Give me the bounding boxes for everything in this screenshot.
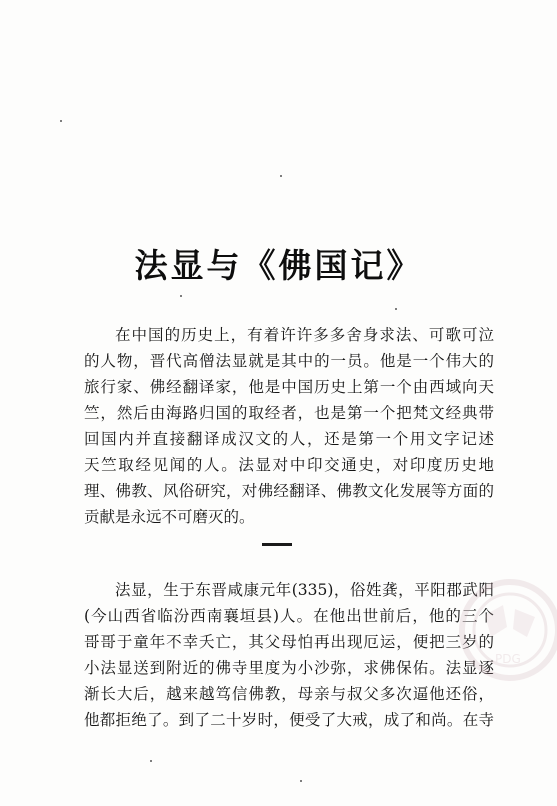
text-line: 的人物，晋代高僧法显就是其中的一员。他是一个伟大的 (84, 352, 494, 370)
text-line: 旅行家、佛经翻译家，他是中国历史上第一个由西域向天 (84, 378, 494, 396)
scan-speck (180, 295, 182, 297)
text-line: 天竺取经见闻的人。法显对中印交通史，对印度历史地 (84, 456, 494, 474)
text-line: 渐长大后，越来越笃信佛教，母亲与叔父多次逼他还俗， (84, 685, 494, 703)
scan-speck (280, 175, 282, 177)
section-number-one (262, 543, 292, 546)
text-line: 回国内并直接翻译成汉文的人，还是第一个用文字记述 (84, 430, 494, 448)
paragraph-biography (84, 577, 494, 733)
text-line: 法显，生于东晋咸康元年(335)，俗姓龚，平阳郡武阳 (115, 581, 494, 599)
chapter-title: 法显与《佛国记》 (134, 246, 423, 285)
text-line: 哥哥于童年不幸夭亡，其父母怕再出现厄运，便把三岁的 (84, 633, 494, 651)
text-line: 竺，然后由海路归国的取经者，也是第一个把梵文经典带 (84, 404, 494, 422)
paragraph-intro (84, 322, 494, 530)
scan-speck (300, 780, 302, 782)
text-line: 贡献是永远不可磨灭的。 (84, 508, 255, 526)
text-line: 理、佛教、风俗研究，对佛经翻译、佛教文化发展等方面的 (84, 482, 494, 500)
text-line: 他都拒绝了。到了二十岁时，便受了大戒，成了和尚。在寺 (84, 711, 494, 729)
scan-speck (150, 760, 152, 762)
text-line: 小法显送到附近的佛寺里度为小沙弥，求佛保佑。法显逐 (84, 659, 494, 677)
scan-speck (395, 308, 397, 310)
text-line: 在中国的历史上，有着许许多多舍身求法、可歌可泣 (115, 326, 494, 344)
watermark-text: PDG (495, 652, 521, 666)
scan-speck (60, 120, 62, 122)
text-line: (今山西省临汾西南襄垣县)人。在他出世前后，他的三个 (84, 607, 494, 625)
